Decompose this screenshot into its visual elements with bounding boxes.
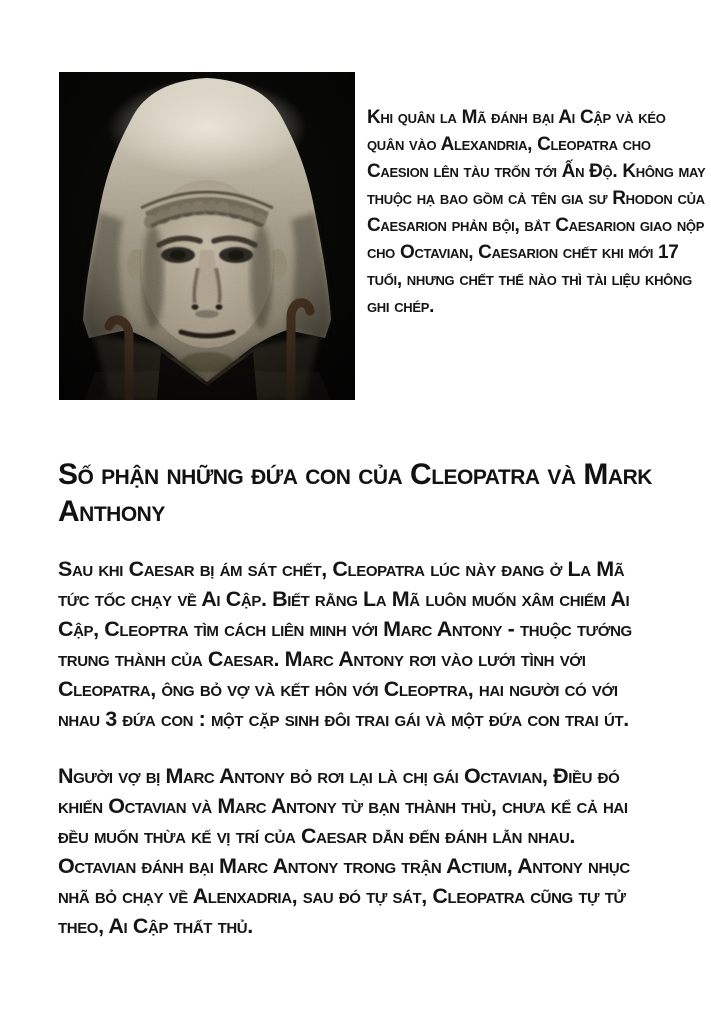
body-paragraph-2: Người vợ bị Marc Antony bỏ rơi lại là chị gái Octavian, Điều đó khiến Octavian và Marc Antony từ bạn thành thù, chưa kể cả hai đều muốn thừa kế vị trí của Caesar dẫn đến đánh lẫn nhau. Octavian đánh bại Marc Antony trong trận Actium, Antony nhục nhã bỏ chạy về Alenxadria, sau đó tự sát, Cleopatra cũng tự tử theo, Ai Cập thất thủ. (58, 764, 630, 938)
intro-paragraph: Khi quân la Mã đánh bại Ai Cập và kéo quân vào Alexandria, Cleopatra cho Caesion lên tàu trốn tới Ấn Độ. Không may thuộc hạ bao gồm cả tên gia sư Rhodon của Caesarion phản bội, bắt Caesarion giao nộp cho Octavian, Caesarion chết khi mới 17 tuổi, nhưng chết thế nào thì tài liệu không ghi chép. (367, 107, 706, 317)
document-page (0, 72, 711, 1032)
section-heading: Số phận những đứa con của Cleopatra và Mark Anthony (58, 458, 652, 528)
body-paragraph-1: Sau khi Caesar bị ám sát chết, Cleopatra lúc này đang ở La Mã tức tốc chạy về Ai Cập. Biết rằng La Mã luôn muốn xâm chiếm Ai Cập, Cleoptra tìm cách liên minh với Marc Antony - thuộc tướng trung thành của Caesar. Marc Antony rơi vào lưới tình với Cleopatra, ông bỏ vợ và kết hôn với Cleoptra, hai người có với nhau 3 đứa con : một cặp sinh đôi trai gái và một đứa con trai út. (58, 557, 632, 731)
caesarion-bust-image (59, 72, 355, 400)
intro-section (59, 72, 711, 400)
stone-bust-illustration (59, 72, 355, 400)
